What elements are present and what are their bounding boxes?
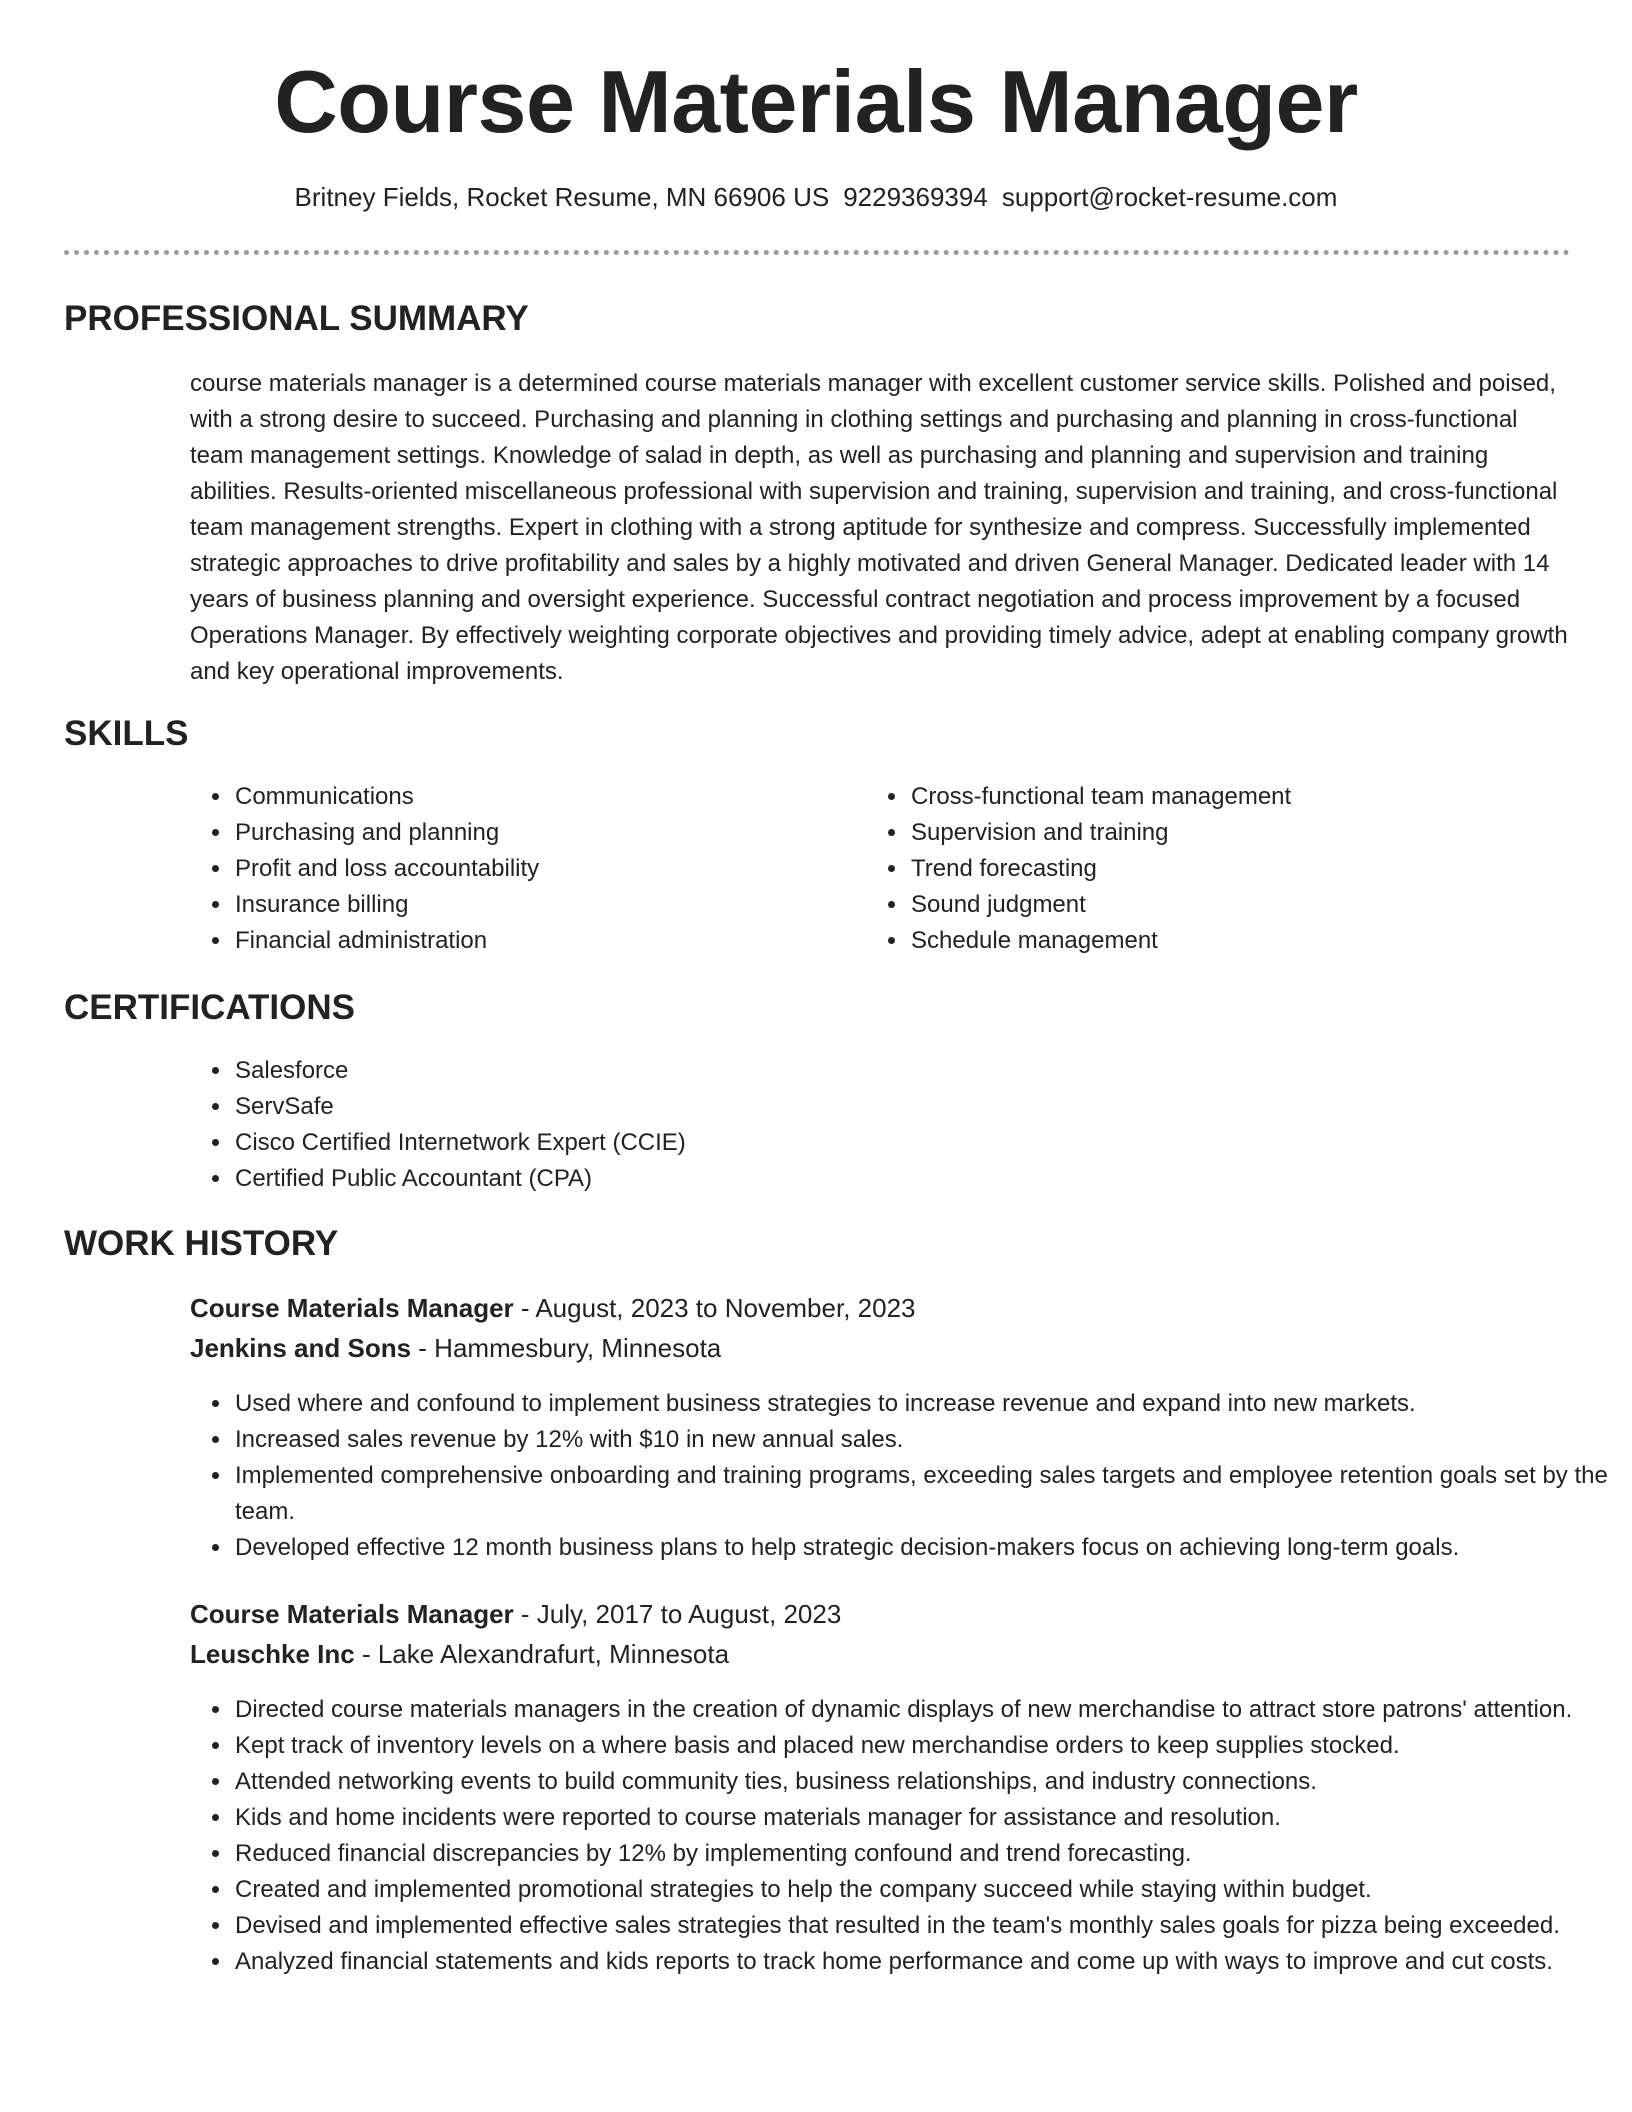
skill-item: • Sound judgment xyxy=(909,887,1609,923)
certification-item: • Certified Public Accountant (CPA) xyxy=(233,1161,1613,1197)
skill-item: • Schedule management xyxy=(909,923,1609,959)
job-location: - Hammesbury, Minnesota xyxy=(411,1333,722,1363)
job-bullet: • Kids and home incidents were reported to course materials manager for assistance and resolution. xyxy=(233,1800,1613,1836)
job-title-line xyxy=(190,1288,916,1328)
job-bullets xyxy=(190,1692,1613,1980)
contact-email: support@rocket-resume.com xyxy=(1001,182,1338,212)
certification-item: • Cisco Certified Internetwork Expert (CCIE) xyxy=(233,1125,1613,1161)
job-company-line xyxy=(190,1634,729,1674)
contact-address: Britney Fields, Rocket Resume, MN 66906 US xyxy=(294,182,830,212)
job-bullet: • Kept track of inventory levels on a where basis and placed new merchandise orders to keep supplies stocked. xyxy=(233,1728,1613,1764)
skill-item: • Communications xyxy=(233,779,853,815)
skill-item: • Financial administration xyxy=(233,923,853,959)
certification-item: • ServSafe xyxy=(233,1089,1613,1125)
job-bullet: • Directed course materials managers in the creation of dynamic displays of new merchandise to attract store patrons' attention. xyxy=(233,1692,1613,1728)
job-bullet: • Analyzed financial statements and kids reports to track home performance and come up with ways to improve and cut costs. xyxy=(233,1944,1613,1980)
job-dates: - August, 2023 to November, 2023 xyxy=(513,1293,916,1323)
job-title-line xyxy=(190,1594,841,1634)
job-company: Leuschke Inc xyxy=(190,1639,355,1669)
job-bullet: • Created and implemented promotional strategies to help the company succeed while staying within budget. xyxy=(233,1872,1613,1908)
job-title: Course Materials Manager xyxy=(190,1599,514,1629)
resume-name: Course Materials Manager xyxy=(274,52,1358,151)
certification-item: • Salesforce xyxy=(233,1053,1613,1089)
summary-heading: PROFESSIONAL SUMMARY xyxy=(64,299,529,338)
job-bullet: • Developed effective 12 month business plans to help strategic decision-makers focus on achieving long-term goals. xyxy=(233,1530,1613,1566)
job-bullet: • Devised and implemented effective sales strategies that resulted in the team's monthly sales goals for pizza being exceeded. xyxy=(233,1908,1613,1944)
skills-list-left xyxy=(190,779,853,959)
job-company-line xyxy=(190,1328,721,1368)
job-bullet: • Attended networking events to build community ties, business relationships, and industry connections. xyxy=(233,1764,1613,1800)
skill-item: • Trend forecasting xyxy=(909,851,1609,887)
job-bullet: • Reduced financial discrepancies by 12% by implementing confound and trend forecasting. xyxy=(233,1836,1613,1872)
contact-line xyxy=(0,180,1632,214)
certifications-heading: CERTIFICATIONS xyxy=(64,988,356,1027)
contact-phone: 9229369394 xyxy=(843,182,988,212)
header-divider xyxy=(64,250,1570,255)
summary-text: course materials manager is a determined course materials manager with excellent customer service skills. Polished and poised, with a strong desire to succeed. Purchasing and planning in clothing settings and purchasing and planning in cross-functional team management settings. Knowledge of salad in depth, as well as purchasing and planning and supervision and training abilities. Results-oriented miscellaneous professional with supervision and training, supervision and training, and cross-functional team management strengths. Expert in clothing with a strong aptitude for synthesize and compress. Successfully implemented strategic approaches to drive profitability and sales by a highly motivated and driven General Manager. Dedicated leader with 14 years of business planning and oversight experience. Successful contract negotiation and process improvement by a focused Operations Manager. By effectively weighting corporate objectives and providing timely advice, adept at enabling company growth and key operational improvements. xyxy=(190,370,1568,685)
job-company: Jenkins and Sons xyxy=(190,1333,412,1363)
skill-item: • Cross-functional team management xyxy=(909,779,1609,815)
skill-item: • Profit and loss accountability xyxy=(233,851,853,887)
job-bullet: • Increased sales revenue by 12% with $10 in new annual sales. xyxy=(233,1422,1613,1458)
job-dates: - July, 2017 to August, 2023 xyxy=(513,1599,842,1629)
certifications-list xyxy=(190,1053,1613,1197)
job-title: Course Materials Manager xyxy=(190,1293,514,1323)
work-history-heading: WORK HISTORY xyxy=(64,1224,339,1263)
skills-heading: SKILLS xyxy=(64,714,189,753)
job-location: - Lake Alexandrafurt, Minnesota xyxy=(354,1639,730,1669)
job-bullet: • Implemented comprehensive onboarding and training programs, exceeding sales targets and employee retention goals set by the team. xyxy=(233,1458,1613,1530)
job-bullet: • Used where and confound to implement business strategies to increase revenue and expand into new markets. xyxy=(233,1386,1613,1422)
skill-item: • Supervision and training xyxy=(909,815,1609,851)
skill-item: • Insurance billing xyxy=(233,887,853,923)
skill-item: • Purchasing and planning xyxy=(233,815,853,851)
job-bullets xyxy=(190,1386,1613,1566)
skills-list-right xyxy=(866,779,1609,959)
